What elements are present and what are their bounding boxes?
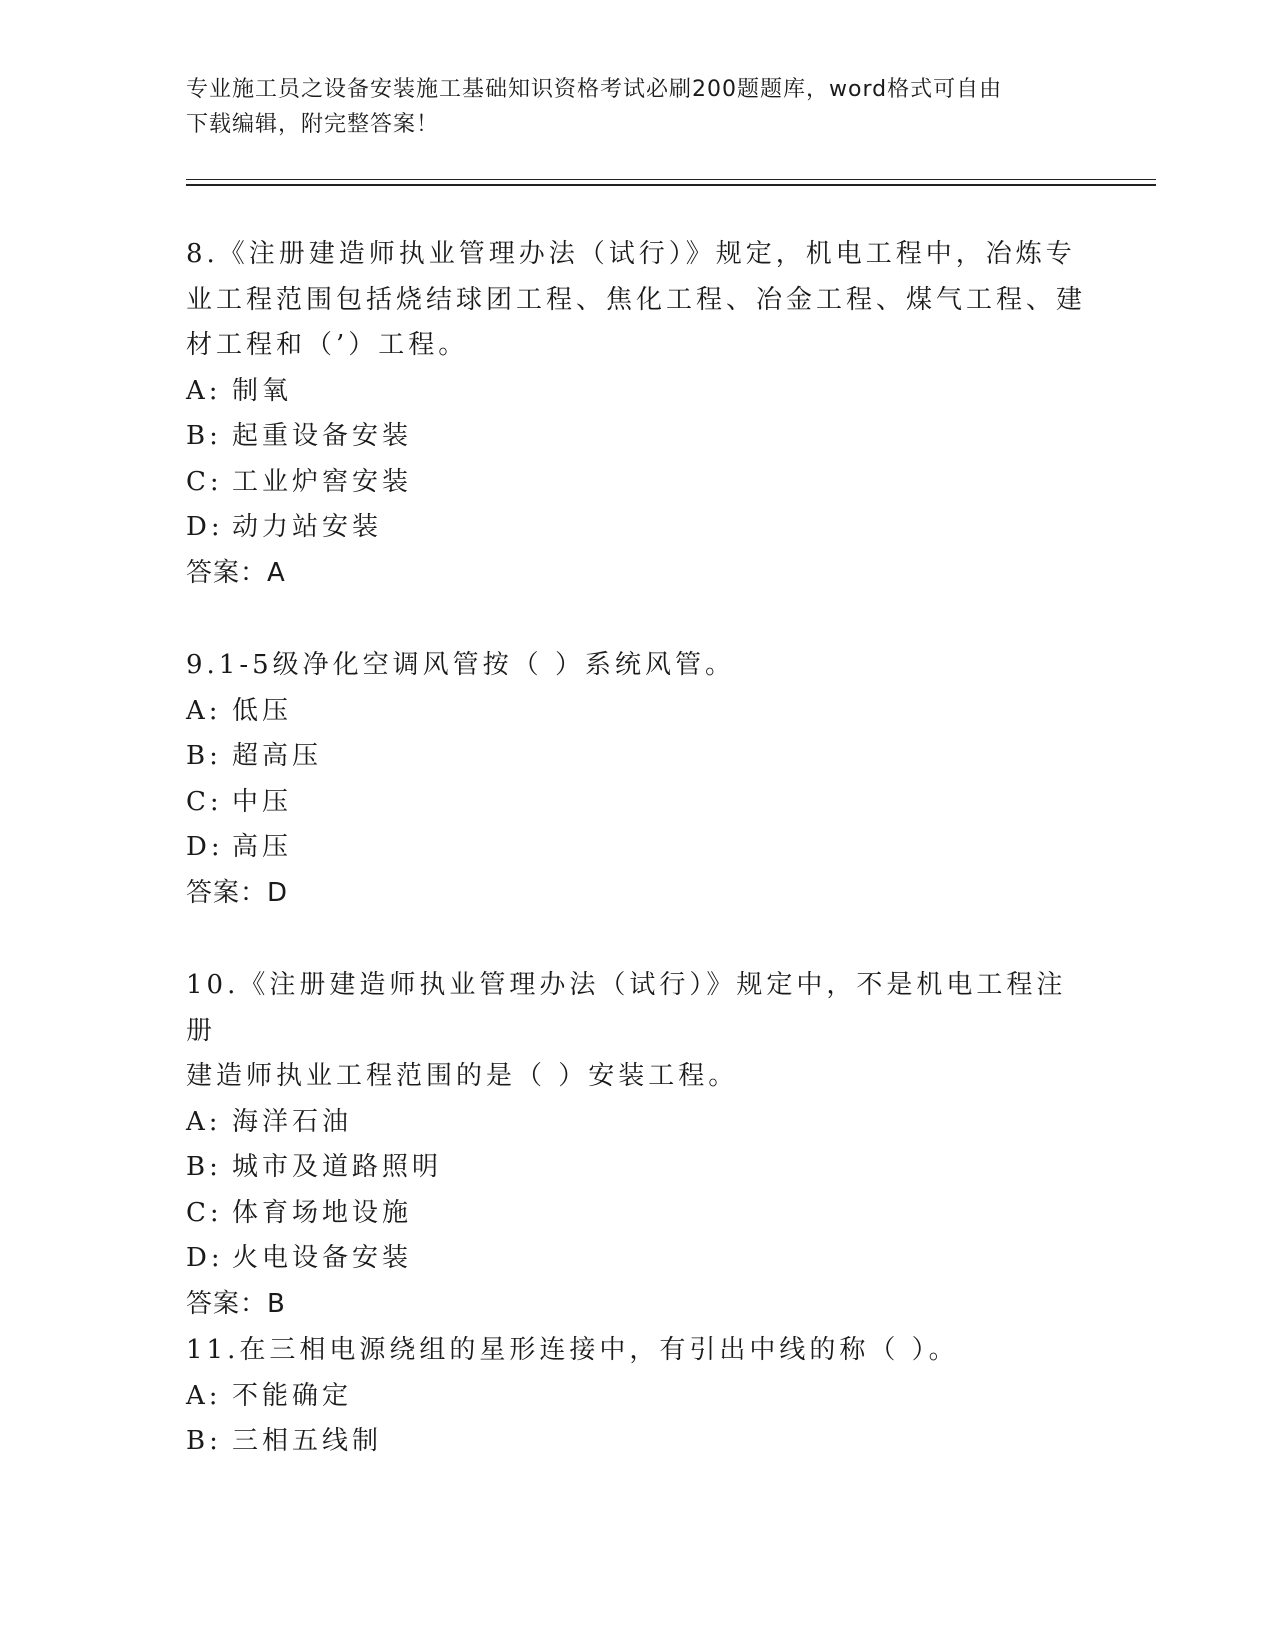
option-letter: C: xyxy=(186,1197,223,1228)
option-a xyxy=(186,689,1086,735)
question-text-line: 11.在三相电源绕组的星形连接中，有引出中线的称（ ）。 xyxy=(186,1335,959,1365)
question-text-line: 10.《注册建造师执业管理办法（试行）》规定中，不是机电工程注册 xyxy=(186,970,1067,1046)
option-text: 高压 xyxy=(232,832,293,862)
option-letter: D: xyxy=(186,512,224,542)
answer-line: 答案：B xyxy=(186,1288,286,1319)
option-b xyxy=(186,1145,1086,1191)
option-letter: A: xyxy=(186,695,222,726)
answer-line: 答案：D xyxy=(186,877,289,908)
option-d xyxy=(186,505,1086,551)
header-divider-thin xyxy=(186,179,1156,180)
option-d xyxy=(186,1236,1086,1282)
option-text: 工业炉窖安装 xyxy=(232,466,413,497)
option-text: 中压 xyxy=(232,786,293,817)
question-text xyxy=(186,1328,1086,1374)
question-text xyxy=(186,643,1086,689)
option-c xyxy=(186,780,1086,826)
question-text xyxy=(186,963,1086,1100)
question-text-line: 8.《注册建造师执业管理办法（试行）》规定，机电工程中，冶炼专 xyxy=(186,239,1076,269)
question-text-line: 业工程范围包括烧结球团工程、焦化工程、冶金工程、煤气工程、建 xyxy=(186,284,1087,315)
answer-line: 答案：A xyxy=(186,557,286,588)
question-text-line: 9.1-5级净化空调风管按（ ）系统风管。 xyxy=(186,650,735,680)
question-text xyxy=(186,232,1086,369)
option-c xyxy=(186,1191,1086,1237)
option-letter: A: xyxy=(186,1380,222,1411)
header-divider-thick xyxy=(186,184,1156,186)
question-9 xyxy=(186,643,1086,916)
option-text: 不能确定 xyxy=(232,1380,353,1411)
option-b xyxy=(186,1419,1086,1465)
option-letter: C: xyxy=(186,786,223,817)
option-d xyxy=(186,825,1086,871)
option-c xyxy=(186,460,1086,506)
question-8 xyxy=(186,232,1086,596)
option-letter: B: xyxy=(186,741,222,771)
option-text: 城市及道路照明 xyxy=(232,1152,443,1182)
option-text: 火电设备安装 xyxy=(232,1243,413,1273)
option-b xyxy=(186,414,1086,460)
option-text: 动力站安装 xyxy=(232,512,383,542)
option-a xyxy=(186,1100,1086,1146)
option-text: 起重设备安装 xyxy=(232,421,413,451)
option-text: 体育场地设施 xyxy=(232,1197,413,1228)
option-letter: B: xyxy=(186,421,222,451)
option-letter: D: xyxy=(186,832,224,862)
option-letter: A: xyxy=(186,375,222,406)
option-text: 制氧 xyxy=(232,375,293,406)
option-text: 海洋石油 xyxy=(232,1106,353,1137)
document-header xyxy=(186,72,1086,142)
option-text: 低压 xyxy=(232,695,293,726)
header-line-2: 下载编辑，附完整答案！ xyxy=(186,112,440,137)
option-letter: C: xyxy=(186,466,223,497)
option-a xyxy=(186,369,1086,415)
option-text: 三相五线制 xyxy=(232,1426,383,1456)
question-10 xyxy=(186,963,1086,1327)
option-letter: D: xyxy=(186,1243,224,1273)
option-b xyxy=(186,734,1086,780)
question-text-line: 材工程和（’）工程。 xyxy=(186,330,469,360)
question-11 xyxy=(186,1328,1086,1465)
question-text-line: 建造师执业工程范围的是（ ）安装工程。 xyxy=(186,1061,739,1091)
option-a xyxy=(186,1374,1086,1420)
option-letter: A: xyxy=(186,1106,222,1137)
option-letter: B: xyxy=(186,1426,222,1456)
option-letter: B: xyxy=(186,1152,222,1182)
option-text: 超高压 xyxy=(232,741,323,771)
header-line-1: 专业施工员之设备安装施工基础知识资格考试必刷200题题库，word格式可自由 xyxy=(186,77,1003,102)
